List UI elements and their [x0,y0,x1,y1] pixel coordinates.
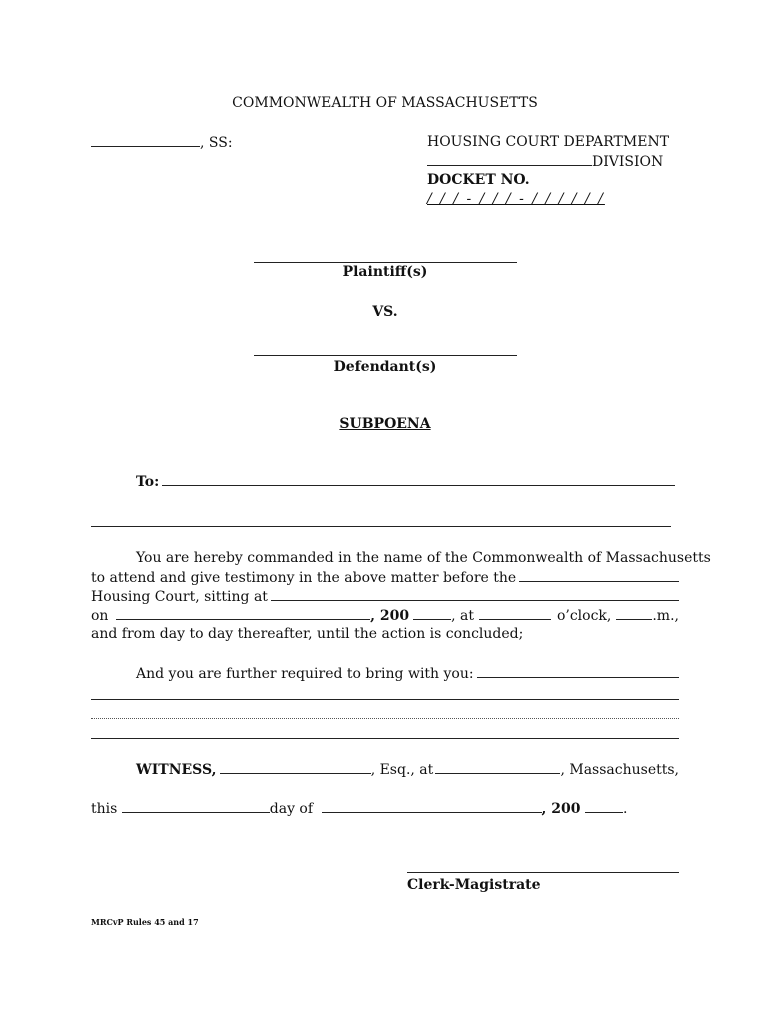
month-field[interactable] [322,799,542,813]
bring-field-line-4[interactable] [91,738,679,739]
docket-number-field[interactable]: / / / - / / / - / / / / / / [427,191,605,207]
at-label: , at [451,608,474,624]
oclock-label: o’clock, [556,608,612,624]
bring-field-line-3[interactable] [91,718,679,719]
year-prefix-2: , 200 [541,801,581,817]
division-line [427,152,663,171]
defendant-field[interactable] [254,355,517,356]
to-field[interactable] [162,472,675,486]
court-before-field[interactable] [519,568,679,582]
witness-label: WITNESS, [136,762,217,778]
signature-field[interactable] [407,872,679,873]
body-line-1: You are hereby commanded in the name of the Commonwealth of Massachusetts [136,550,711,566]
witness-line [136,760,679,779]
body-line-4 [91,606,679,625]
docket-label: DOCKET NO. [427,172,530,188]
to-line [136,472,675,491]
body-text: to attend and give testimony in the above matter before the [91,570,517,586]
body-line-3 [91,587,679,606]
state-label: , Massachusetts, [560,762,679,778]
signature-label: Clerk-Magistrate [407,877,541,893]
witness-location-field[interactable] [435,760,560,774]
day-field[interactable] [122,799,270,813]
body-text: Housing Court, sitting at [91,589,268,605]
bring-field[interactable] [477,664,679,678]
plaintiff-label: Plaintiff(s) [342,264,428,280]
division-label: DIVISION [592,154,664,170]
county-line [91,133,233,152]
court-name: HOUSING COURT DEPARTMENT [427,134,670,150]
am-pm-field[interactable] [616,606,652,620]
witness-name-field[interactable] [220,760,370,774]
to-label: To: [136,474,160,490]
m-label: .m., [652,608,679,624]
bring-field-line-2[interactable] [91,699,679,700]
bring-line [136,664,679,683]
body-line-5: and from day to day thereafter, until the action is concluded; [91,626,524,642]
period: . [622,801,628,817]
on-label: on [91,608,109,624]
document-title: COMMONWEALTH OF MASSACHUSETTS [232,95,538,111]
defendant-label: Defendant(s) [333,359,437,375]
sitting-at-field[interactable] [271,587,679,601]
time-field[interactable] [479,606,551,620]
esq-label: , Esq., at [370,762,434,778]
vs-label: VS. [372,304,398,320]
year-prefix: , 200 [370,608,410,624]
to-field-continued[interactable] [91,526,671,527]
form-title: SUBPOENA [339,416,431,432]
division-field[interactable] [427,152,592,166]
year-field-2[interactable] [585,799,623,813]
county-field[interactable] [91,133,200,147]
date-line [91,799,627,818]
footer-rules: MRCvP Rules 45 and 17 [91,917,199,927]
this-label: this [91,801,118,817]
bring-label: And you are further required to bring with you: [136,666,474,682]
ss-label: , SS: [200,135,233,151]
year-field[interactable] [413,606,451,620]
hearing-date-field[interactable] [116,606,370,620]
day-of-label: day of [269,801,314,817]
body-line-2 [91,568,679,587]
